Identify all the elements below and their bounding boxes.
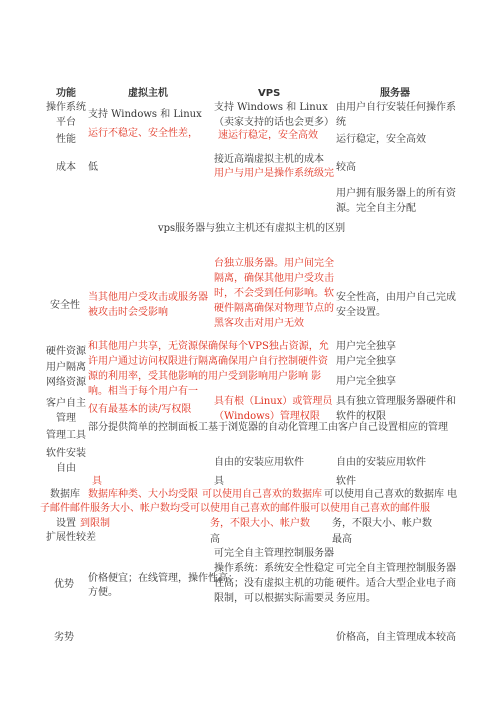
row-label-tools: 管理工具 — [46, 430, 86, 441]
mail-server: 务，不限大小、帐户数 — [332, 518, 432, 529]
row-label-management: 客户自主管理 — [46, 398, 86, 424]
hardware-overlap: 和其他用户共享，无资源保确保每个VPS独占资源，允许用户通过访问权限进行隔离确保用户自行控制硬件资源的利用率，受其他影响的用户受到影响用户影响 影响。相当于每个用户有一 — [88, 341, 329, 397]
cost-vps-black: 接近高端虚拟主机的成本 — [214, 154, 324, 165]
adv-vhost: 价格便宜；在线管理，操作性高； — [88, 573, 238, 584]
col-header-server: 服务器 — [380, 88, 410, 99]
perf-vhost: 运行不稳定、安全性差， — [88, 128, 198, 139]
col-header-vps: VPS — [258, 88, 281, 99]
adv-server: 可完全自主管理控制服务器硬件。适合大型企业电子商务应用。 — [336, 563, 456, 604]
security-vps: 台独立服务器。用户间完全隔离，确保其他用户受攻击时，不会受到任何影响。软硬件隔离确保对物理节点的黑客攻击对用户无效 — [214, 258, 334, 329]
software-vps: 自由的安装应用软件 — [214, 457, 304, 468]
perf-vps: 速运行稳定，安全高效 — [218, 130, 318, 141]
software-vhost-ju: 具 — [92, 476, 102, 487]
adv-vps: 操作系统：系统安全性稳定性高；没有虚拟主机的功能限制，可以根据实际需要灵 — [214, 563, 334, 604]
ext-vps: 高 — [210, 534, 220, 545]
row-label-os: 操作系统平台 — [46, 102, 86, 128]
row-label-mail: 设置 — [56, 518, 76, 529]
owner-server: 用户拥有服务器上的所有资源。完全自主分配 — [336, 188, 456, 214]
row-label-advantages: 优势 — [54, 579, 74, 590]
os-vps: 支持 Windows 和 Linux（卖家支持的话也会更多） — [214, 102, 334, 128]
row-label-database: 数据库 — [50, 489, 80, 500]
mail-vhost: 到限制 — [80, 518, 110, 529]
row-label-security: 安全性 — [50, 300, 80, 311]
row-label-extensibility: 扩展性较差 — [46, 532, 96, 543]
section-title: vps服务器与独立主机还有虚拟主机的区别 — [158, 223, 346, 234]
row-label-cost: 成本 — [56, 162, 76, 173]
adv-vps-top: 可完全自主管理控制服务器 — [214, 548, 334, 559]
perf-server: 运行稳定，安全高效 — [336, 134, 426, 145]
db-vhost: 数据库种类、大小均受限 — [88, 489, 198, 500]
mail-vps: 务，不限大小、帐户数 — [210, 518, 310, 529]
col-header-virtual-host: 虚拟主机 — [128, 88, 168, 99]
row-label-isolation: 用户隔离 — [46, 362, 86, 373]
software-server-2: 软件 — [336, 476, 356, 487]
mgmt-vps: 具有根（Linux）或管理员（Windows）管理权限 — [214, 396, 333, 422]
mgmt-vhost: 仅有最基本的读/写权限 — [88, 404, 192, 415]
security-server: 安全性高，由用户自己完成安全设置。 — [336, 292, 456, 318]
isolation-server: 用户完全独享 — [336, 356, 396, 367]
cost-server: 较高 — [336, 162, 356, 173]
row-label-software: 软件安装自由 — [46, 448, 86, 474]
mgmt-server: 具有独立管理服务器硬件和软件的权限 — [336, 396, 456, 422]
os-vhost: 支持 Windows 和 Linux — [88, 109, 202, 120]
mail-line: 子邮件邮件服务大小、帐户数均受可以使用自己喜欢的邮件服可以使用自己喜欢的邮件服 — [40, 503, 430, 514]
network-server: 用户完全独享 — [336, 376, 396, 387]
col-header-feature: 功能 — [56, 88, 76, 99]
os-server: 由用户自行安装任何操作系统 — [336, 102, 456, 128]
row-label-performance: 性能 — [56, 134, 76, 145]
cost-vhost: 低 — [88, 162, 98, 173]
software-vps-2: 具 — [214, 476, 224, 487]
tools-text: 部分提供简单的控制面板工基于浏览器的自动化管理工由客户自己设置相应的管理 — [88, 422, 448, 433]
db-server: 可以使用自己喜欢的数据库 电 — [324, 489, 458, 500]
software-server: 自由的安装应用软件 — [336, 457, 426, 468]
ext-server: 最高 — [332, 534, 352, 545]
row-label-disadvantages: 劣势 — [54, 632, 74, 643]
adv-vhost-2: 方便。 — [88, 587, 118, 598]
dis-server: 价格高，自主管理成本较高 — [336, 632, 456, 643]
security-vhost: 当其他用户受攻击或服务器被攻击时会受影响 — [88, 292, 208, 318]
row-label-hardware: 硬件资源 — [46, 346, 86, 357]
cost-vps-red: 用户与用户是操作系统级完 — [214, 168, 334, 179]
db-vps: 可以使用自己喜欢的数据库 — [202, 489, 322, 500]
hardware-server: 用户完全独享 — [336, 341, 396, 352]
row-label-network: 网络资源 — [46, 377, 86, 388]
